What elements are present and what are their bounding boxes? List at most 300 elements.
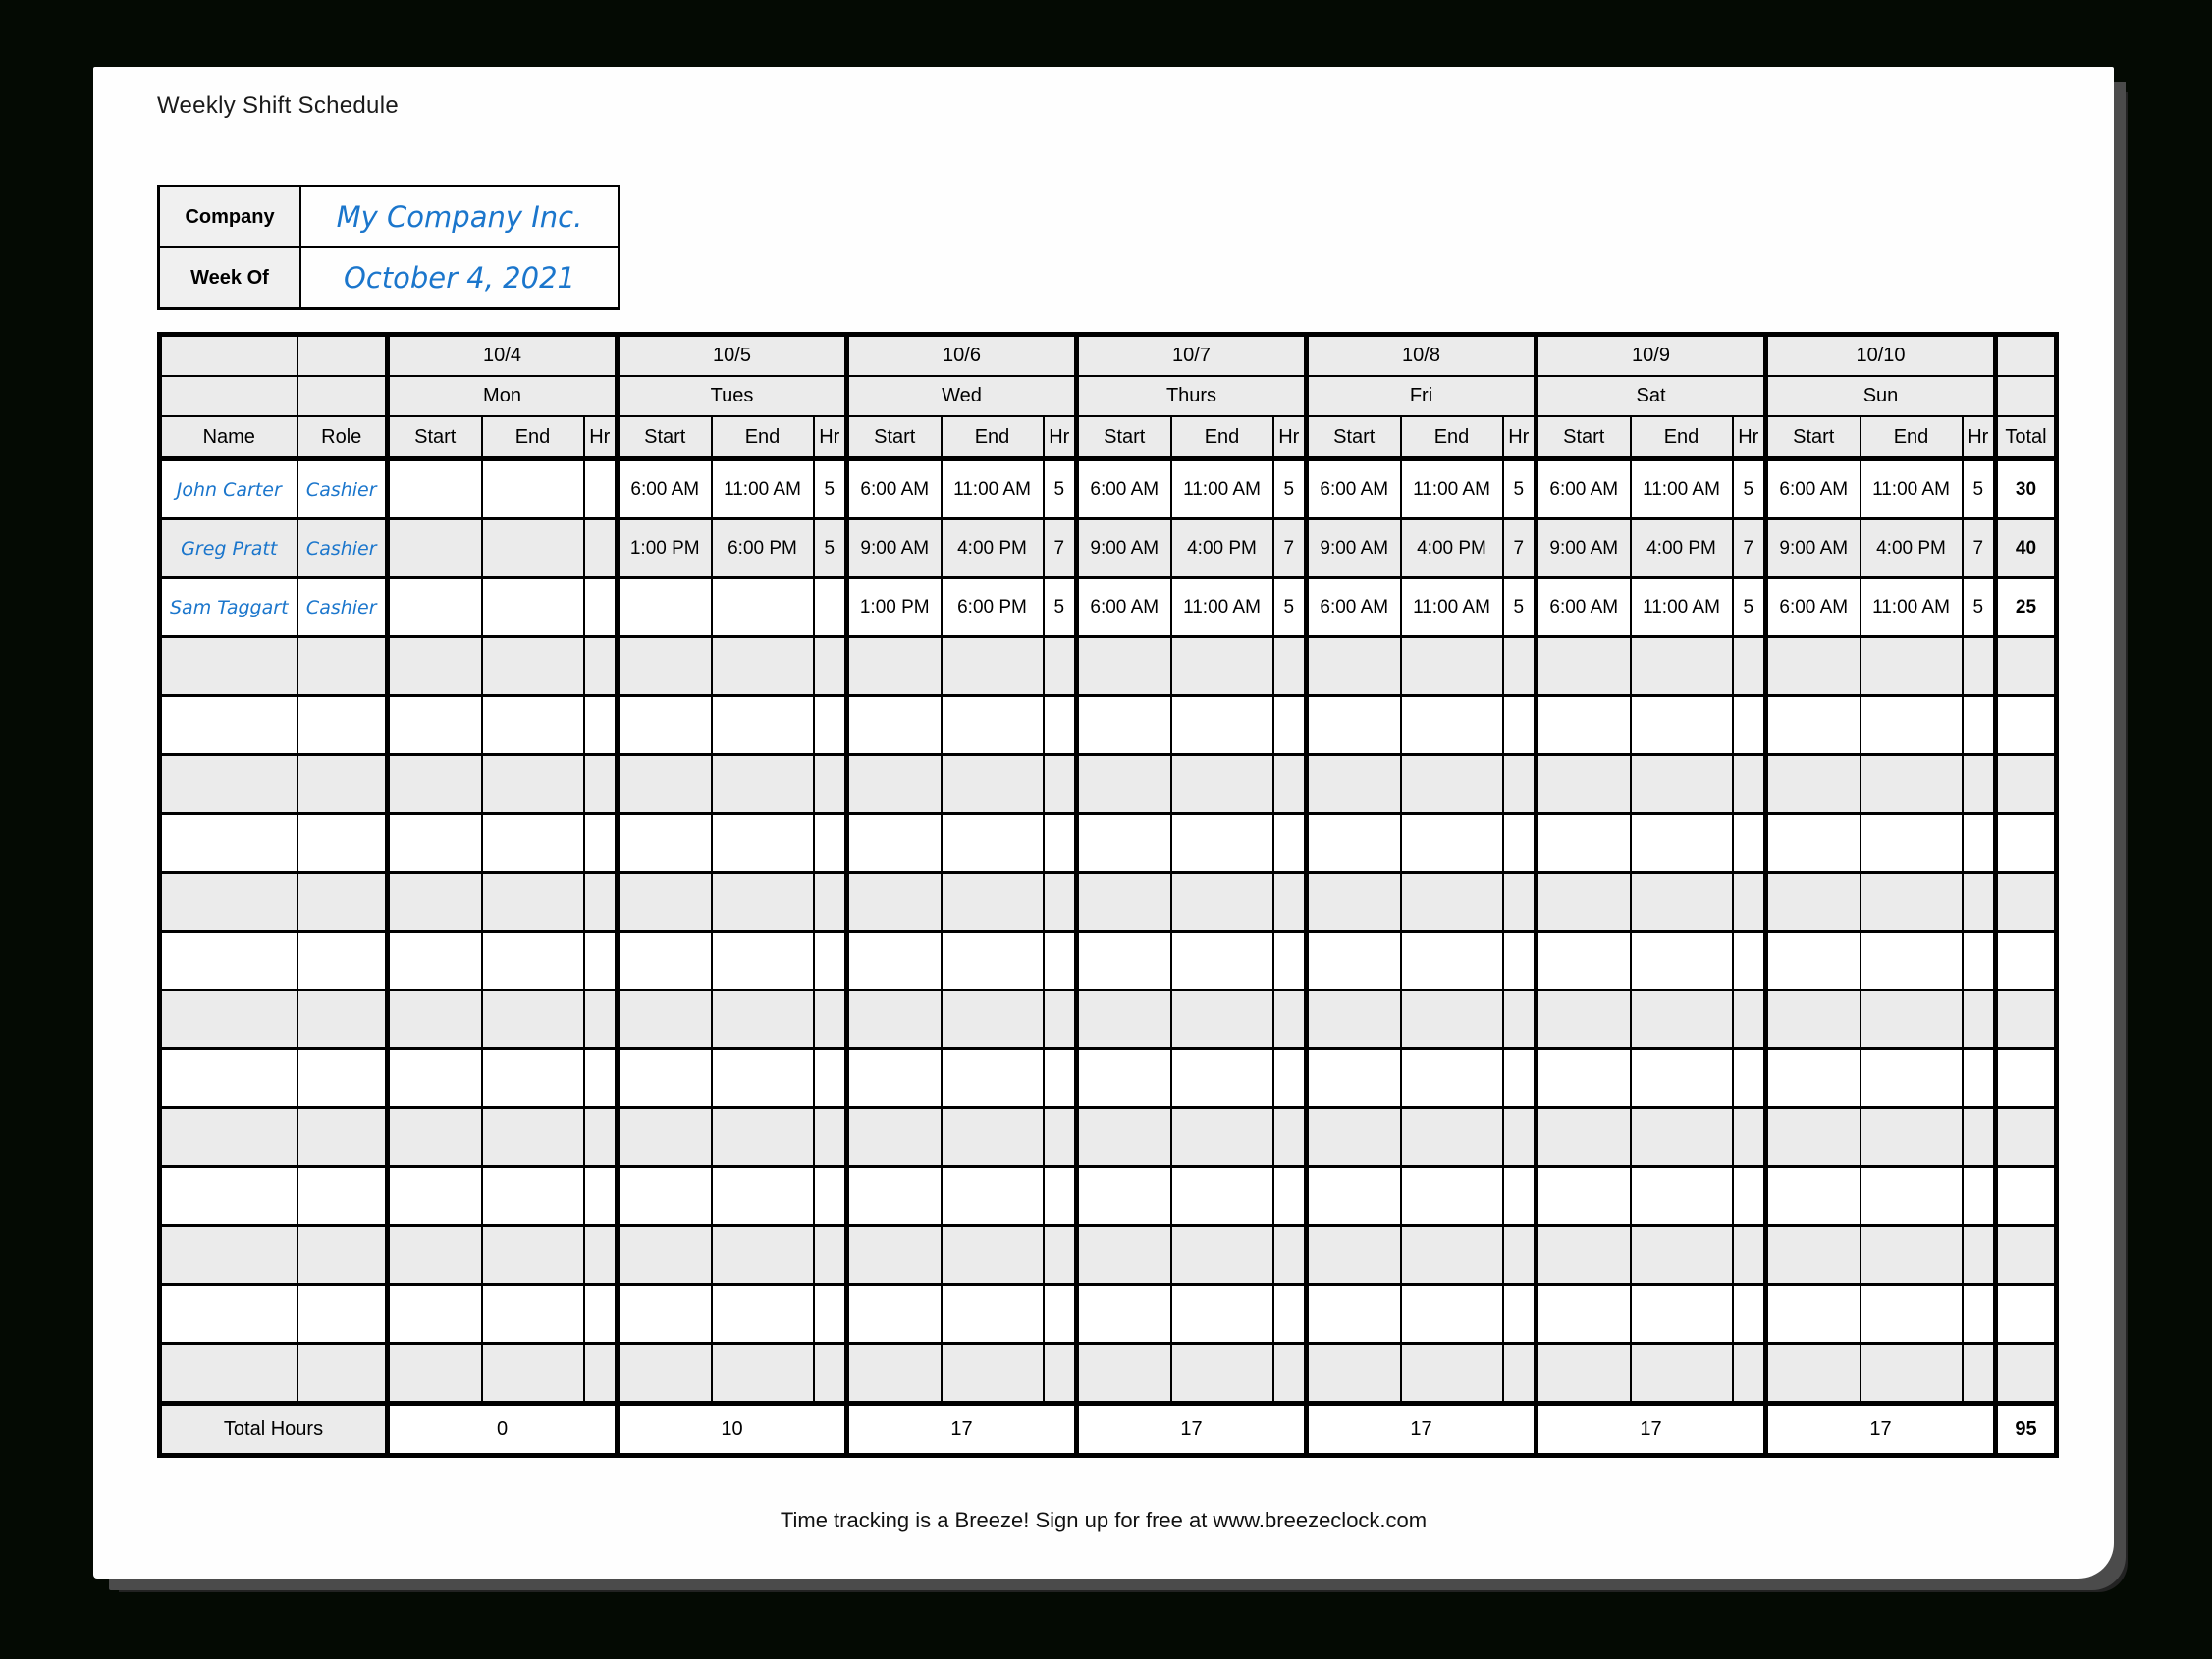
empty-shift-cell [1963,1167,1996,1226]
empty-shift-cell [1733,814,1766,873]
empty-shift-cell [847,696,942,755]
hr-column-header: Hr [814,416,847,459]
empty-row [160,814,2057,873]
empty-shift-cell [814,1049,847,1108]
empty-shift-cell [584,1049,618,1108]
empty-shift-cell [942,932,1044,990]
end-column-header: End [482,416,584,459]
empty-shift-cell [1171,1285,1273,1344]
empty-total-cell [1996,1049,2057,1108]
empty-shift-cell [1537,1108,1631,1167]
empty-shift-cell [1537,1049,1631,1108]
empty-shift-cell [482,755,584,814]
empty-shift-cell [1631,814,1733,873]
date-header-cell: 10/8 [1307,335,1537,377]
empty-shift-cell [1733,990,1766,1049]
corner-cell [160,335,297,377]
empty-shift-cell [584,1344,618,1404]
empty-shift-cell [482,1226,584,1285]
empty-shift-cell [1307,1167,1401,1226]
empty-shift-cell [1766,755,1861,814]
empty-name-cell [160,755,297,814]
end-column-header: End [1401,416,1503,459]
empty-shift-cell [1503,755,1537,814]
empty-shift-cell [1537,1226,1631,1285]
empty-shift-cell [388,1167,482,1226]
shift-end-cell: 4:00 PM [1171,519,1273,578]
empty-shift-cell [1273,755,1307,814]
empty-shift-cell [1766,1285,1861,1344]
shift-hr-cell: 5 [1503,459,1537,519]
empty-shift-cell [712,1226,814,1285]
empty-shift-cell [1044,1049,1077,1108]
shift-start-cell: 6:00 AM [847,459,942,519]
company-row [159,187,620,248]
empty-shift-cell [482,814,584,873]
empty-shift-cell [1307,696,1401,755]
empty-shift-cell [1307,932,1401,990]
empty-shift-cell [1861,1108,1963,1167]
empty-shift-cell [1537,990,1631,1049]
employee-role-cell: Cashier [297,459,388,519]
empty-total-cell [1996,932,2057,990]
empty-shift-cell [1733,755,1766,814]
empty-shift-cell [712,755,814,814]
empty-shift-cell [584,932,618,990]
empty-shift-cell [942,1285,1044,1344]
daily-total-cell: 17 [1537,1404,1766,1456]
empty-shift-cell [1631,1108,1733,1167]
empty-shift-cell [584,814,618,873]
empty-shift-cell [942,1108,1044,1167]
empty-shift-cell [1766,990,1861,1049]
employee-name-cell: Greg Pratt [160,519,297,578]
shift-hr-cell: 7 [1503,519,1537,578]
empty-shift-cell [1631,696,1733,755]
shift-start-cell: 6:00 AM [1077,459,1171,519]
empty-shift-cell [1077,1167,1171,1226]
empty-shift-cell [814,1285,847,1344]
empty-shift-cell [712,1049,814,1108]
empty-shift-cell [618,990,712,1049]
employee-total-cell: 30 [1996,459,2057,519]
empty-shift-cell [847,637,942,696]
name-column-header: Name [160,416,297,459]
empty-shift-cell [618,637,712,696]
hr-column-header: Hr [1503,416,1537,459]
shift-start-cell: 6:00 AM [618,459,712,519]
empty-shift-cell [1307,1344,1401,1404]
empty-role-cell [297,1285,388,1344]
empty-shift-cell [1861,1226,1963,1285]
empty-shift-cell [1171,990,1273,1049]
empty-row [160,696,2057,755]
empty-shift-cell [1503,1285,1537,1344]
empty-shift-cell [482,1344,584,1404]
empty-shift-cell [1273,1285,1307,1344]
empty-total-cell [1996,637,2057,696]
shift-end-cell: 4:00 PM [1861,519,1963,578]
empty-shift-cell [712,814,814,873]
shift-hr-cell: 5 [1044,459,1077,519]
date-header-row [160,335,2057,377]
date-header-cell: 10/7 [1077,335,1307,377]
empty-shift-cell [618,755,712,814]
empty-shift-cell [1766,1226,1861,1285]
corner-cell [297,335,388,377]
empty-shift-cell [388,519,482,578]
empty-shift-cell [1733,1049,1766,1108]
empty-shift-cell [482,459,584,519]
empty-shift-cell [388,637,482,696]
empty-shift-cell [388,459,482,519]
empty-shift-cell [1766,1167,1861,1226]
empty-shift-cell [942,1049,1044,1108]
hr-column-header: Hr [1963,416,1996,459]
empty-shift-cell [1171,1167,1273,1226]
shift-start-cell: 6:00 AM [1307,459,1401,519]
empty-shift-cell [1044,1108,1077,1167]
schedule-table [157,332,2059,1458]
empty-shift-cell [1171,755,1273,814]
empty-shift-cell [942,1226,1044,1285]
empty-shift-cell [388,1108,482,1167]
shift-hr-cell: 7 [1273,519,1307,578]
empty-shift-cell [1631,637,1733,696]
empty-shift-cell [618,578,712,637]
empty-shift-cell [814,873,847,932]
empty-shift-cell [584,459,618,519]
role-column-header: Role [297,416,388,459]
shift-end-cell: 11:00 AM [1171,578,1273,637]
empty-shift-cell [1861,755,1963,814]
empty-shift-cell [1631,1049,1733,1108]
empty-shift-cell [1733,637,1766,696]
day-header-cell: Sat [1537,376,1766,416]
empty-shift-cell [1537,637,1631,696]
empty-shift-cell [1963,755,1996,814]
empty-shift-cell [712,990,814,1049]
empty-shift-cell [1733,1108,1766,1167]
empty-shift-cell [1273,1167,1307,1226]
corner-cell [1996,376,2057,416]
empty-shift-cell [1401,1049,1503,1108]
empty-shift-cell [618,1049,712,1108]
shift-end-cell: 11:00 AM [1401,459,1503,519]
empty-shift-cell [1044,1167,1077,1226]
empty-shift-cell [1503,932,1537,990]
empty-shift-cell [1963,1344,1996,1404]
empty-shift-cell [388,990,482,1049]
empty-shift-cell [584,873,618,932]
empty-name-cell [160,873,297,932]
empty-row [160,1344,2057,1404]
empty-shift-cell [847,1108,942,1167]
empty-shift-cell [1766,637,1861,696]
empty-shift-cell [618,1108,712,1167]
empty-shift-cell [1537,1285,1631,1344]
empty-role-cell [297,1049,388,1108]
empty-shift-cell [1537,932,1631,990]
empty-shift-cell [482,1049,584,1108]
empty-total-cell [1996,696,2057,755]
empty-shift-cell [1631,1344,1733,1404]
empty-shift-cell [847,814,942,873]
empty-shift-cell [1401,814,1503,873]
start-column-header: Start [1537,416,1631,459]
empty-shift-cell [482,873,584,932]
empty-shift-cell [388,873,482,932]
empty-shift-cell [1044,1344,1077,1404]
empty-shift-cell [1273,1344,1307,1404]
empty-shift-cell [1044,755,1077,814]
empty-shift-cell [1963,814,1996,873]
empty-shift-cell [1307,814,1401,873]
footer-tagline: Time tracking is a Breeze! Sign up for free at www.breezeclock.com [780,1508,1428,1532]
empty-shift-cell [814,755,847,814]
shift-end-cell: 4:00 PM [942,519,1044,578]
empty-shift-cell [1766,873,1861,932]
empty-shift-cell [1077,814,1171,873]
empty-shift-cell [814,990,847,1049]
empty-shift-cell [712,1285,814,1344]
start-column-header: Start [1077,416,1171,459]
empty-shift-cell [1077,990,1171,1049]
empty-shift-cell [1733,1344,1766,1404]
shift-hr-cell: 5 [1733,459,1766,519]
empty-shift-cell [1273,1226,1307,1285]
empty-role-cell [297,755,388,814]
empty-shift-cell [584,696,618,755]
end-column-header: End [1861,416,1963,459]
empty-shift-cell [584,1226,618,1285]
empty-name-cell [160,1344,297,1404]
empty-shift-cell [1273,637,1307,696]
empty-shift-cell [388,578,482,637]
empty-shift-cell [1401,990,1503,1049]
empty-shift-cell [1861,696,1963,755]
shift-start-cell: 6:00 AM [1307,578,1401,637]
total-column-header: Total [1996,416,2057,459]
shift-end-cell: 11:00 AM [1171,459,1273,519]
empty-shift-cell [618,873,712,932]
empty-shift-cell [712,1167,814,1226]
shift-hr-cell: 5 [1503,578,1537,637]
empty-shift-cell [1401,696,1503,755]
shift-start-cell: 6:00 AM [1537,578,1631,637]
empty-name-cell [160,637,297,696]
empty-shift-cell [712,696,814,755]
total-hours-row [160,1404,2057,1456]
empty-shift-cell [584,1108,618,1167]
start-column-header: Start [388,416,482,459]
employee-name-cell: Sam Taggart [160,578,297,637]
empty-shift-cell [1077,1049,1171,1108]
empty-shift-cell [1307,1108,1401,1167]
empty-shift-cell [942,814,1044,873]
shift-end-cell: 11:00 AM [1631,578,1733,637]
empty-shift-cell [618,1167,712,1226]
shift-hr-cell: 5 [814,459,847,519]
shift-hr-cell: 7 [1044,519,1077,578]
empty-shift-cell [1077,1108,1171,1167]
empty-shift-cell [1861,873,1963,932]
empty-role-cell [297,873,388,932]
empty-role-cell [297,990,388,1049]
empty-shift-cell [584,1167,618,1226]
empty-role-cell [297,1344,388,1404]
start-column-header: Start [1307,416,1401,459]
empty-shift-cell [847,1167,942,1226]
empty-shift-cell [1044,814,1077,873]
empty-shift-cell [1044,637,1077,696]
empty-shift-cell [482,696,584,755]
empty-row [160,1285,2057,1344]
empty-shift-cell [1171,696,1273,755]
shift-start-cell: 9:00 AM [1307,519,1401,578]
empty-shift-cell [1861,637,1963,696]
empty-shift-cell [1766,1344,1861,1404]
empty-shift-cell [1273,1049,1307,1108]
date-header-cell: 10/4 [388,335,618,377]
end-column-header: End [1171,416,1273,459]
daily-total-cell: 10 [618,1404,847,1456]
empty-shift-cell [847,990,942,1049]
empty-shift-cell [1631,1226,1733,1285]
empty-shift-cell [1963,696,1996,755]
empty-shift-cell [1273,990,1307,1049]
empty-shift-cell [1401,1167,1503,1226]
daily-total-cell: 17 [1077,1404,1307,1456]
empty-total-cell [1996,1226,2057,1285]
empty-shift-cell [847,1049,942,1108]
empty-role-cell [297,696,388,755]
empty-shift-cell [1171,873,1273,932]
shift-hr-cell: 5 [1273,459,1307,519]
week-of-row [159,247,620,309]
shift-hr-cell: 5 [1733,578,1766,637]
empty-role-cell [297,814,388,873]
empty-total-cell [1996,755,2057,814]
empty-shift-cell [1861,990,1963,1049]
empty-name-cell [160,1226,297,1285]
empty-name-cell [160,932,297,990]
start-column-header: Start [847,416,942,459]
shift-hr-cell: 5 [1963,578,1996,637]
empty-shift-cell [1307,1285,1401,1344]
empty-shift-cell [1077,1285,1171,1344]
shift-hr-cell: 5 [1273,578,1307,637]
empty-total-cell [1996,1167,2057,1226]
empty-shift-cell [1733,873,1766,932]
empty-shift-cell [1077,755,1171,814]
empty-row [160,637,2057,696]
empty-shift-cell [1171,637,1273,696]
empty-shift-cell [1171,1226,1273,1285]
empty-shift-cell [1273,696,1307,755]
empty-shift-cell [712,873,814,932]
empty-shift-cell [1044,1285,1077,1344]
empty-shift-cell [1171,1344,1273,1404]
empty-shift-cell [1537,755,1631,814]
empty-shift-cell [1077,1226,1171,1285]
date-header-cell: 10/9 [1537,335,1766,377]
company-info-table [157,185,620,310]
empty-shift-cell [942,755,1044,814]
empty-shift-cell [942,1167,1044,1226]
shift-hr-cell: 5 [1963,459,1996,519]
empty-shift-cell [482,1285,584,1344]
empty-shift-cell [1766,696,1861,755]
empty-shift-cell [814,1344,847,1404]
empty-shift-cell [618,1226,712,1285]
week-of-label: Week Of [159,247,301,309]
empty-shift-cell [1307,873,1401,932]
company-label: Company [159,187,301,248]
empty-shift-cell [942,990,1044,1049]
shift-start-cell: 6:00 AM [1766,578,1861,637]
empty-shift-cell [1537,873,1631,932]
empty-shift-cell [618,932,712,990]
empty-name-cell [160,1049,297,1108]
hr-column-header: Hr [1273,416,1307,459]
empty-shift-cell [1307,1049,1401,1108]
employee-role-cell: Cashier [297,578,388,637]
empty-shift-cell [1963,1108,1996,1167]
empty-row [160,1167,2057,1226]
week-of-value: October 4, 2021 [300,247,620,309]
empty-shift-cell [1044,1226,1077,1285]
empty-shift-cell [482,519,584,578]
empty-row [160,1108,2057,1167]
empty-name-cell [160,990,297,1049]
empty-role-cell [297,1108,388,1167]
empty-shift-cell [618,696,712,755]
empty-shift-cell [712,932,814,990]
empty-row [160,990,2057,1049]
empty-shift-cell [1537,1344,1631,1404]
end-column-header: End [712,416,814,459]
empty-shift-cell [1503,1108,1537,1167]
empty-shift-cell [1733,1285,1766,1344]
empty-shift-cell [1503,1226,1537,1285]
empty-shift-cell [1537,1167,1631,1226]
empty-shift-cell [814,696,847,755]
empty-shift-cell [712,1344,814,1404]
shift-hr-cell: 5 [1044,578,1077,637]
empty-shift-cell [482,932,584,990]
empty-shift-cell [1077,873,1171,932]
empty-shift-cell [814,932,847,990]
empty-shift-cell [847,1285,942,1344]
empty-shift-cell [1503,814,1537,873]
shift-start-cell: 1:00 PM [847,578,942,637]
empty-name-cell [160,696,297,755]
empty-shift-cell [482,1108,584,1167]
empty-shift-cell [942,1344,1044,1404]
empty-shift-cell [1963,873,1996,932]
empty-total-cell [1996,990,2057,1049]
empty-shift-cell [584,755,618,814]
empty-shift-cell [814,637,847,696]
empty-shift-cell [1503,696,1537,755]
empty-shift-cell [1273,932,1307,990]
empty-shift-cell [1171,932,1273,990]
empty-shift-cell [584,519,618,578]
empty-total-cell [1996,1108,2057,1167]
empty-shift-cell [1307,755,1401,814]
start-column-header: Start [618,416,712,459]
